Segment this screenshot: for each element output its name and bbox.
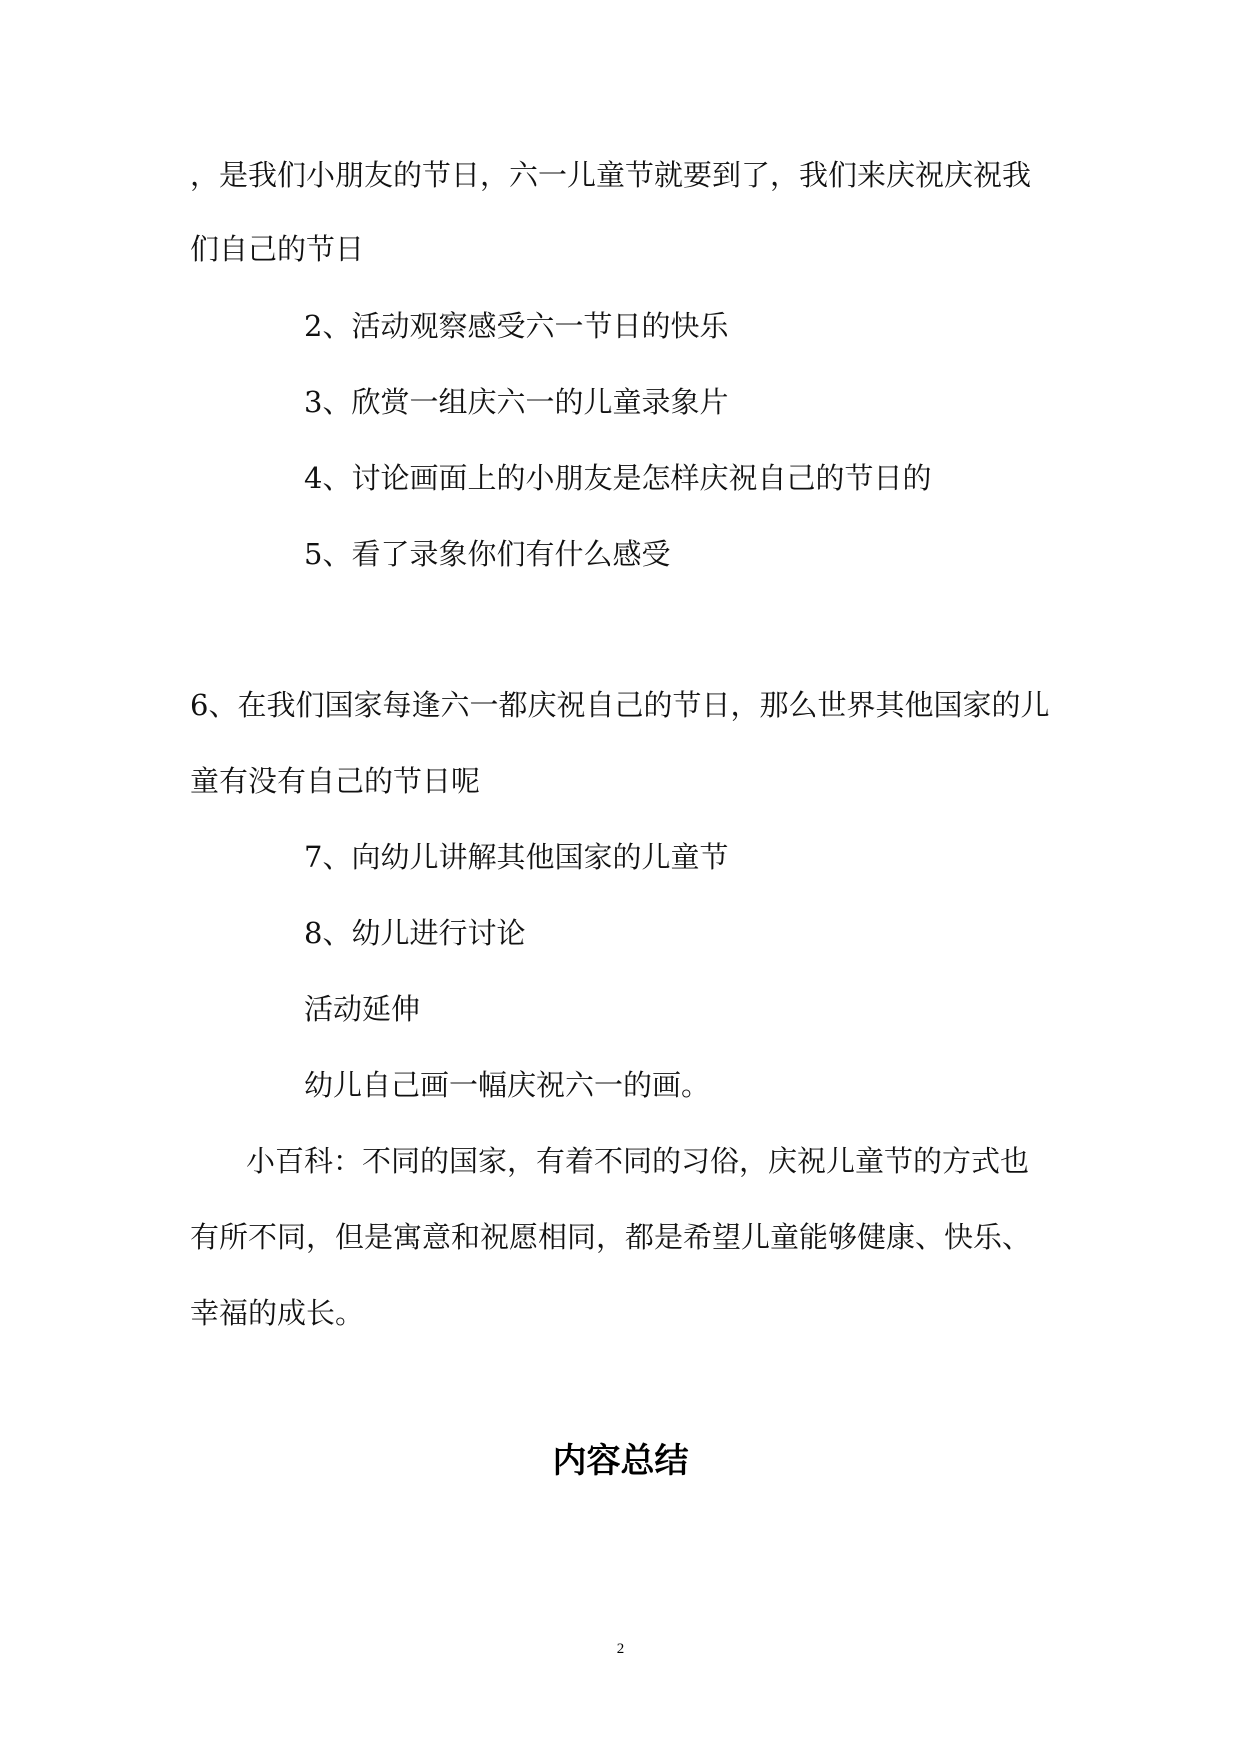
paragraph-1-line-1: ，是我们小朋友的节日，六一儿童节就要到了，我们来庆祝庆祝我 — [190, 158, 1032, 192]
list-item-3: 3、欣赏一组庆六一的儿童录象片 — [304, 385, 729, 419]
activity-extension-heading: 活动延伸 — [304, 992, 421, 1026]
paragraph-6-line-1: 6、在我们国家每逢六一都庆祝自己的节日，那么世界其他国家的儿 — [190, 688, 1050, 722]
list-item-4: 4、讨论画面上的小朋友是怎样庆祝自己的节日的 — [304, 461, 932, 495]
list-item-7: 7、向幼儿讲解其他国家的儿童节 — [304, 840, 729, 874]
list-item-5: 5、看了录象你们有什么感受 — [304, 537, 671, 571]
activity-extension-text: 幼儿自己画一幅庆祝六一的画。 — [304, 1068, 711, 1102]
paragraph-6-line-2: 童有没有自己的节日呢 — [190, 764, 481, 798]
list-item-2: 2、活动观察感受六一节日的快乐 — [304, 309, 729, 343]
encyclopedia-line-3: 幸福的成长。 — [190, 1296, 365, 1330]
encyclopedia-line-1: 小百科：不同的国家，有着不同的习俗，庆祝儿童节的方式也 — [246, 1144, 1030, 1178]
summary-title: 内容总结 — [552, 1441, 689, 1481]
list-item-8: 8、幼儿进行讨论 — [304, 916, 526, 950]
encyclopedia-line-2: 有所不同，但是寓意和祝愿相同，都是希望儿童能够健康、快乐、 — [190, 1220, 1032, 1254]
paragraph-1-line-2: 们自己的节日 — [190, 232, 365, 266]
page-number: 2 — [616, 1641, 625, 1657]
